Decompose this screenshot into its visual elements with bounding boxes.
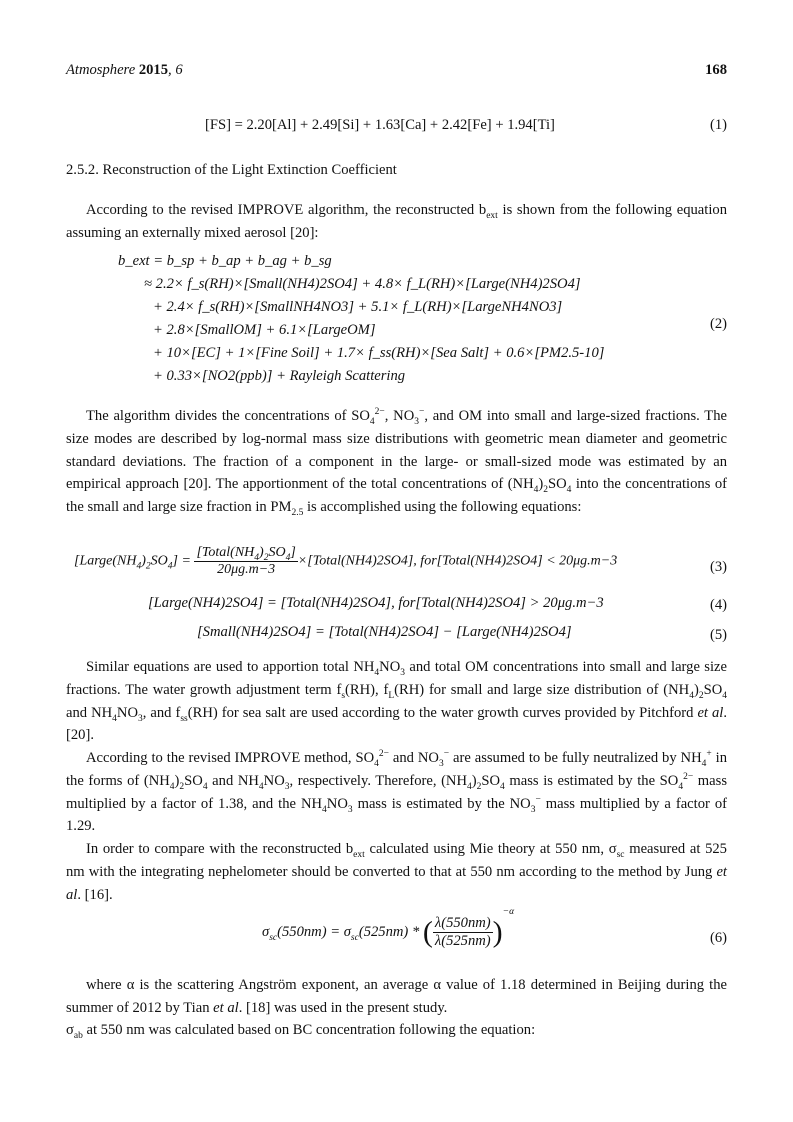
text-run: et al — [213, 999, 239, 1016]
text-run: mass is estimated by the SO — [504, 772, 679, 789]
text-run: 4 — [169, 781, 175, 792]
text-run: 4 — [689, 690, 694, 701]
paragraph — [66, 405, 727, 519]
text-run: 2 — [179, 781, 185, 792]
text-run: 3 — [347, 804, 353, 815]
paragraph — [66, 199, 727, 245]
equation-number: (3) — [709, 559, 727, 575]
text-run: 3 — [414, 416, 420, 427]
text-run: SO — [184, 772, 203, 789]
text-run: 4 — [258, 781, 264, 792]
text-run: 2 — [698, 690, 704, 701]
equation-line: b_ext = b_sp + b_ap + b_ag + b_sg — [118, 253, 332, 269]
equation-number: (4) — [709, 597, 727, 613]
text-run: ) — [693, 681, 699, 698]
text-run: . [18] was used in the present study. — [238, 999, 448, 1016]
paragraph — [66, 974, 727, 1020]
text-run: 4 — [722, 690, 728, 701]
text-run: , NO — [384, 408, 415, 424]
text-run: 4 — [467, 781, 472, 792]
text-run: NO — [263, 772, 285, 789]
equation-2 — [118, 250, 604, 388]
equation-3-rhs: ×[Total(NH4)2SO4], for[Total(NH4)2SO4] < 20μg.m−3 — [297, 553, 618, 569]
text-run: 3 — [138, 713, 143, 724]
text-run: 3 — [400, 667, 405, 678]
text-run: 4 — [374, 758, 379, 769]
text-run: 4 — [701, 758, 707, 769]
equation-number: (5) — [709, 627, 727, 643]
text-run: SO — [481, 772, 501, 789]
text-run: (RH), f — [345, 681, 389, 698]
text-run: measured at 525 nm with the integrating nephelometer should be converted to that at 550 nm according to the method by Jung — [66, 841, 727, 880]
text-run: ) — [538, 476, 544, 493]
paragraph — [66, 1019, 727, 1042]
text-run: 4 — [566, 485, 572, 496]
equation-line: + 2.4× f_s(RH)×[SmallNH4NO3] + 5.1× f_L(RH)×[LargeNH4NO3] — [153, 299, 563, 315]
text-run: 3 — [284, 781, 290, 792]
text-run: 4 — [500, 781, 505, 792]
text-run: 4 — [112, 713, 117, 724]
fraction-denominator: 20μg.m−3 — [217, 562, 276, 577]
text-run: and NO — [389, 750, 439, 766]
equation-number: (1) — [709, 117, 727, 133]
text-run: mass multiplied by a factor of 1.29. — [66, 795, 727, 835]
text-run: is accomplished using the following equations: — [303, 499, 582, 516]
text-run: 4 — [369, 416, 375, 427]
equation-number: (6) — [709, 930, 727, 946]
text-run: σ — [66, 1022, 74, 1038]
equation-5: [Small(NH4)2SO4] = [Total(NH4)2SO4] − [Large(NH4)2SO4] — [197, 624, 572, 640]
text-run: mass multiplied by a factor of 1.38, and the NH — [66, 772, 727, 812]
text-run: According to the revised IMPROVE algorithm, the reconstructed b — [86, 202, 487, 218]
fraction: $\frac{\lambda(550nm)}{\lambda(525nm)}$ — [434, 915, 491, 950]
text-run: 2.5 — [291, 508, 304, 519]
paragraph — [66, 747, 727, 838]
text-run: and total OM concentrations into small and large size fractions. The water growth adjustment term f — [66, 659, 727, 698]
text-run: calculated using Mie theory at 550 nm, σ — [364, 841, 617, 857]
text-run: − — [535, 794, 541, 805]
text-run: (RH) for sea salt are used according to the water growth curves provided by Pitchford — [187, 704, 698, 721]
equation-4: [Large(NH4)2SO4] = [Total(NH4)2SO4], for[Total(NH4)2SO4] > 20μg.m−3 — [148, 595, 604, 611]
equation-line: + 2.8×[SmallOM] + 6.1×[LargeOM] — [153, 322, 376, 338]
equation-line: ≈ 2.2× f_s(RH)×[Small(NH4)2SO4] + 4.8× f_L(RH)×[Large(NH4)2SO4] — [144, 276, 581, 292]
text-run: . [20]. — [66, 704, 727, 744]
text-run: is shown from the following equation assuming an externally mixed aerosol [20]: — [66, 202, 727, 241]
equation-3: $[Large(NH_4)_2SO_4]$ = $\frac{[Total(NH_4)_2SO_4]}{20\mu g.m-3}$ ×[Total(NH4)2SO4], for[Total(NH4)2SO4] < 20μg.m−3 — [74, 545, 618, 577]
text-run: 4 — [202, 781, 208, 792]
text-run: 3 — [438, 758, 444, 769]
running-header: Atmosphere 2015, 6 — [66, 62, 183, 78]
paragraph — [66, 838, 727, 906]
text-run: at 550 nm was calculated based on BC concentration following the equation: — [82, 1022, 536, 1038]
text-run: NO — [379, 659, 401, 675]
text-run: The algorithm divides the concentrations of SO — [86, 408, 370, 424]
volume: 6 — [175, 62, 183, 78]
text-run: . [16]. — [77, 886, 113, 903]
section-heading: 2.5.2. Reconstruction of the Light Extinction Coefficient — [66, 162, 397, 178]
year: 2015 — [138, 62, 169, 78]
text-run: SO — [548, 476, 567, 493]
text-run: 4 — [374, 667, 380, 678]
page-number: 168 — [705, 62, 727, 78]
text-run: 4 — [533, 485, 539, 496]
text-run: sc — [616, 849, 625, 860]
text-run: 2− — [683, 771, 694, 782]
text-run: where α is the scattering Angström exponent, an average α value of 1.18 determined in Beijing during the summer of 2012 by Tian — [66, 977, 727, 1016]
text-run: 2− — [374, 407, 385, 418]
text-run: 2 — [543, 485, 549, 496]
text-run: ab — [73, 1030, 83, 1041]
text-run: , respectively. Therefore, (NH — [289, 772, 468, 789]
text-run: − — [443, 749, 450, 760]
text-run: et al — [697, 704, 724, 721]
equation-6: $\sigma_{sc}(550nm) = \sigma_{sc}(525nm)$ * ( $\frac{\lambda(550nm)}{\lambda(525nm)}$ )$^{-\alpha}$ — [262, 907, 515, 950]
text-run: mass is estimated by the NO — [352, 795, 531, 812]
journal-name: Atmosphere — [66, 62, 136, 78]
text-run: ) — [471, 772, 477, 789]
text-run: and NH — [66, 704, 113, 721]
text-run: and NH — [207, 772, 259, 789]
text-run: ss — [180, 713, 188, 724]
fraction: $\frac{[Total(NH_4)_2SO_4]}{20\mu g.m-3}$ — [196, 545, 296, 577]
text-run: 2 — [476, 781, 482, 792]
text-run: − — [419, 407, 425, 418]
text-run: In order to compare with the reconstructed b — [86, 841, 354, 857]
text-run: According to the revised IMPROVE method, SO — [86, 750, 375, 766]
text-run: 4 — [678, 781, 684, 792]
text-run: 4 — [322, 804, 327, 815]
text-run: ext — [486, 210, 498, 221]
text-run: ) — [174, 772, 180, 789]
text-run: Similar equations are used to apportion total NH — [86, 659, 375, 675]
text-run: et al — [66, 863, 727, 903]
text-run: are assumed to be fully neutralized by NH — [449, 750, 702, 766]
text-run: NO — [116, 704, 138, 721]
text-run: , and f — [142, 704, 181, 721]
equation-number: (2) — [709, 316, 727, 332]
text-run: L — [388, 690, 395, 701]
text-run: 2− — [378, 749, 389, 760]
text-run: , and OM into small and large-sized fractions. The size modes are described by log-normal mass size distributions with geometric mean diameter and geometric standard deviations. The fraction of a component in the large- or small-sized mode was estimated by an empirical approach [20]. The apportionment of the total concentrations of (NH — [66, 408, 727, 493]
equation-1: [FS] = 2.20[Al] + 2.49[Si] + 1.63[Ca] + 2.42[Fe] + 1.94[Ti] — [205, 117, 555, 133]
text-run: into the concentrations of the small and large size fraction in PM — [66, 476, 727, 516]
text-run: s — [341, 690, 346, 701]
equation-line: + 0.33×[NO2(ppb)] + Rayleigh Scattering — [153, 368, 406, 384]
equation-line: + 10×[EC] + 1×[Fine Soil] + 1.7× f_ss(RH)×[Sea Salt] + 0.6×[PM2.5-10] — [153, 345, 605, 361]
text-run: in the forms of (NH — [66, 750, 727, 789]
text-run: SO — [703, 681, 723, 698]
text-run: ext — [353, 849, 365, 860]
text-run: NO — [326, 795, 348, 812]
text-run: 3 — [530, 804, 536, 815]
text-run: + — [706, 749, 712, 760]
text-run: (RH) for small and large size distribution of (NH — [394, 681, 690, 698]
paragraph — [66, 656, 727, 747]
